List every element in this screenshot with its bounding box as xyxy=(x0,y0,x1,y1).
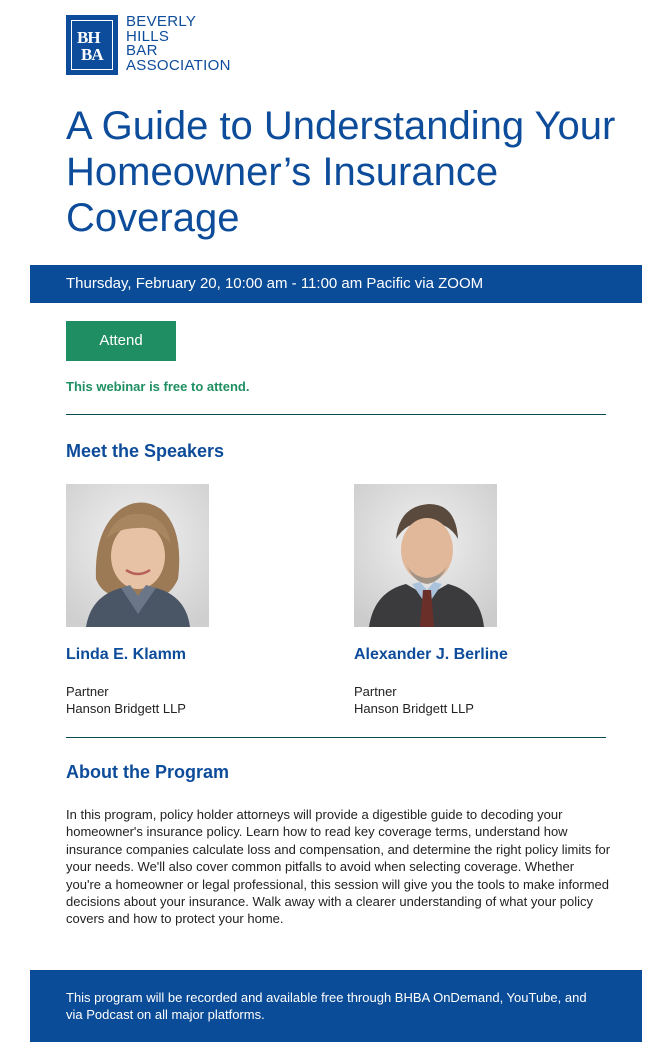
about-heading: About the Program xyxy=(66,762,230,782)
bhba-logo[interactable] xyxy=(66,15,231,75)
divider xyxy=(66,737,606,738)
attend-button[interactable]: Attend xyxy=(66,321,176,361)
speaker-firm: Hanson Bridgett LLP xyxy=(66,701,186,716)
event-date-bar: Thursday, February 20, 10:00 am - 11:00 am Pacific via ZOOM xyxy=(30,265,642,303)
speaker-role: Partner xyxy=(354,684,397,699)
logo-word: BAR xyxy=(126,42,158,59)
speaker-role: Partner xyxy=(66,684,109,699)
speaker-photo-image xyxy=(66,484,209,627)
logo-mark-line1: BH xyxy=(77,28,100,47)
speaker-firm: Hanson Bridgett LLP xyxy=(354,701,474,716)
speaker-photo xyxy=(66,484,209,627)
speaker-name: Alexander J. Berline xyxy=(354,646,508,663)
free-note: This webinar is free to attend. xyxy=(66,379,250,394)
recording-note-banner: This program will be recorded and available free through BHBA OnDemand, YouTube, and via Podcast on all major platforms. xyxy=(30,970,642,1042)
speaker-card xyxy=(354,484,554,716)
speakers-heading: Meet the Speakers xyxy=(66,441,225,461)
logo-word: HILLS xyxy=(126,27,170,45)
logo-mark xyxy=(66,15,118,75)
speaker-photo-image xyxy=(354,484,497,627)
logo-word: ASSOCIATION xyxy=(126,56,231,74)
speaker-photo xyxy=(354,484,497,627)
about-description: In this program, policy holder attorneys will provide a digestible guide to decoding your homeowner's insurance policy. Learn how to read key coverage terms, understand how insurance companies calculate loss and compensation, and determine the right policy limits for your needs. We'll also cover common pitfalls to avoid when selecting coverage. Whether you're a homeowner or legal professional, this session will give you the tools to make informed decisions about your insurance. Walk away with a clearer understanding of what your policy covers and how to protect your home. xyxy=(66,807,611,927)
speaker-name: Linda E. Klamm xyxy=(66,646,187,663)
speaker-card xyxy=(66,484,266,716)
page-title: A Guide to Understanding Your Homeowner’s Insurance Coverage xyxy=(66,104,616,240)
logo-word: BEVERLY xyxy=(126,13,197,30)
divider xyxy=(66,414,606,415)
logo-mark-line2: BA xyxy=(81,45,103,64)
logo-wordmark xyxy=(126,15,231,73)
